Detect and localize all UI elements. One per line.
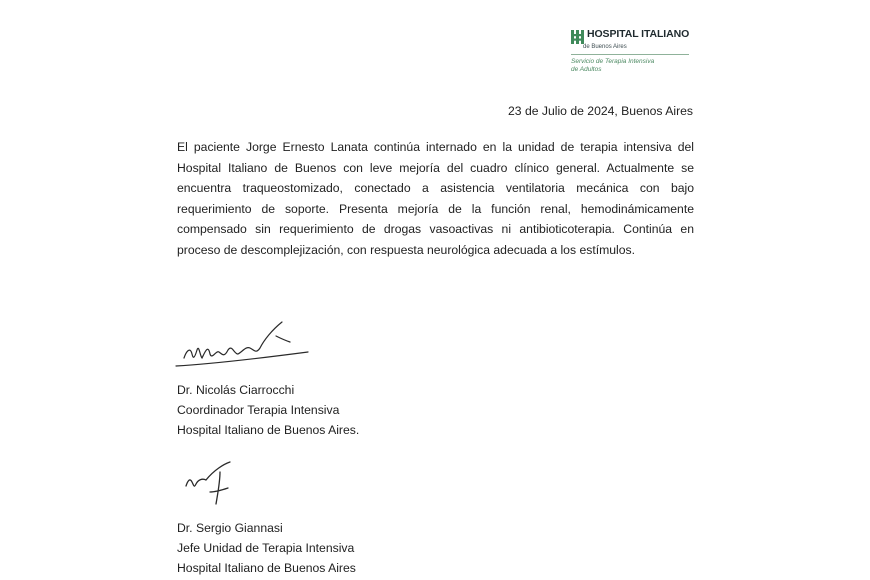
signer-role: Coordinador Terapia Intensiva — [177, 403, 340, 417]
hospital-subname: de Buenos Aires — [583, 44, 627, 50]
signer-name: Dr. Nicolás Ciarrocchi — [177, 383, 295, 397]
date-location: 23 de Julio de 2024, Buenos Aires — [508, 104, 693, 118]
letterhead-divider — [571, 54, 689, 55]
service-line-1: Servicio de Terapia Intensiva — [571, 58, 655, 65]
signature-ciarrocchi — [172, 314, 312, 374]
signature-giannasi — [180, 458, 240, 510]
letterhead — [571, 29, 731, 74]
signer-institution: Hospital Italiano de Buenos Aires. — [177, 423, 360, 437]
service-name — [571, 58, 683, 74]
medical-report-paragraph: El paciente Jorge Ernesto Lanata continúa internado en la unidad de terapia intensiva del Hospital Italiano de Buenos con leve mejoría del cuadro clínico general. Actualmente se encuentra traqueostomizado, conectado a asistencia ventilatoria mecánica con bajo requerimiento de soporte. Presenta mejoría de la función renal, hemodinámicamente compensado sin requerimiento de drogas vasoactivas ni antibioticoterapia. Continúa en proceso de descomplejización, con respuesta neurológica adecuada a los estímulos. — [177, 140, 694, 257]
signer-name: Dr. Sergio Giannasi — [177, 521, 283, 535]
signer-block-1 — [177, 380, 359, 440]
hospital-cross-logo-icon — [571, 30, 584, 44]
signer-institution: Hospital Italiano de Buenos Aires — [177, 561, 356, 575]
service-line-2: de Adultos — [571, 66, 602, 73]
signer-role: Jefe Unidad de Terapia Intensiva — [177, 541, 355, 555]
hospital-name: HOSPITAL ITALIANO — [587, 28, 690, 40]
signer-block-2 — [177, 518, 356, 578]
